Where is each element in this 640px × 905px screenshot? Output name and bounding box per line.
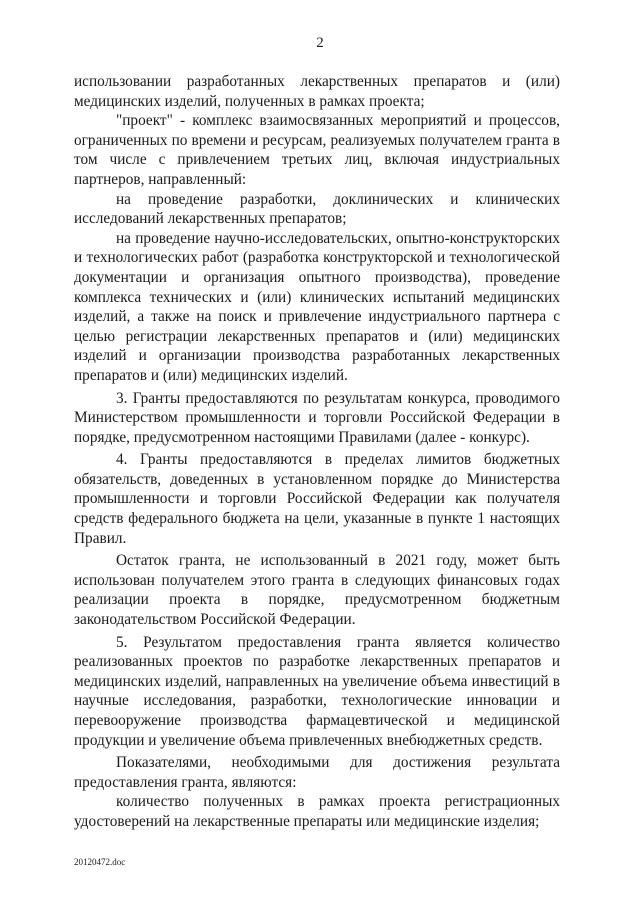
paragraph-clause-4: 4. Гранты предоставляются в пределах лимитов бюджетных обязательств, доведенных в установленном порядке до Министерства промышленности и торговли Российской Федерации как получателя средств федерального бюджета на цели, указанные в пункте 1 настоящих Правил.: [74, 451, 560, 547]
paragraph-clause-3: 3. Гранты предоставляются по результатам конкурса, проводимого Министерством промышленности и торговли Российской Федерации в порядке, предусмотренном настоящими Правилами (далее - конкурс).: [74, 389, 560, 446]
document-body: [74, 72, 560, 832]
paragraph-grant-balance: Остаток гранта, не использованный в 2021 году, может быть использован получателем этого гранта в следующих финансовых годах реализации проекта в порядке, предусмотренном бюджетным законодательством Российской Федерации.: [74, 552, 560, 629]
paragraph-indicator-registrations: количество полученных в рамках проекта регистрационных удостоверений на лекарственные препараты или медицинские изделия;: [74, 793, 560, 830]
page-number: 2: [316, 35, 324, 51]
paragraph-indicators-intro: Показателями, необходимыми для достижения результата предоставления гранта, являются:: [74, 754, 560, 791]
file-name-footer: 20120472.doc: [74, 857, 126, 867]
paragraph-project-definition: "проект" - комплекс взаимосвязанных мероприятий и процессов, ограниченных по времени и ресурсам, реализуемых получателем гранта в том числе с привлечением третьих лиц, включая индустриальных партнеров, направленный:: [74, 112, 560, 188]
paragraph-project-item-rnd: на проведение научно-исследовательских, опытно-конструкторских и технологических работ (разработка конструкторской и технологической документации и организация опытного производства), проведение комплекса технических и (или) клинических испытаний медицинских изделий, а также на поиск и привлечение индустриального партнера с целью регистрации лекарственных препаратов и (или) медицинских изделий и организации производства разработанных лекарственных препаратов и (или) медицинских изделий.: [74, 229, 560, 384]
paragraph-clause-5: 5. Результатом предоставления гранта является количество реализованных проектов по разработке лекарственных препаратов и медицинских изделий, направленных на увеличение объема инвестиций в научные исследования, разработки, технологические инновации и перевооружение производства фармацевтической и медицинской продукции и увеличение объема привлеченных внебюджетных средств.: [74, 633, 560, 749]
paragraph-continuation: использовании разработанных лекарственных препаратов и (или) медицинских изделий, полученных в рамках проекта;: [74, 73, 560, 110]
paragraph-project-item-research: на проведение разработки, доклинических и клинических исследований лекарственных препаратов;: [74, 190, 560, 228]
